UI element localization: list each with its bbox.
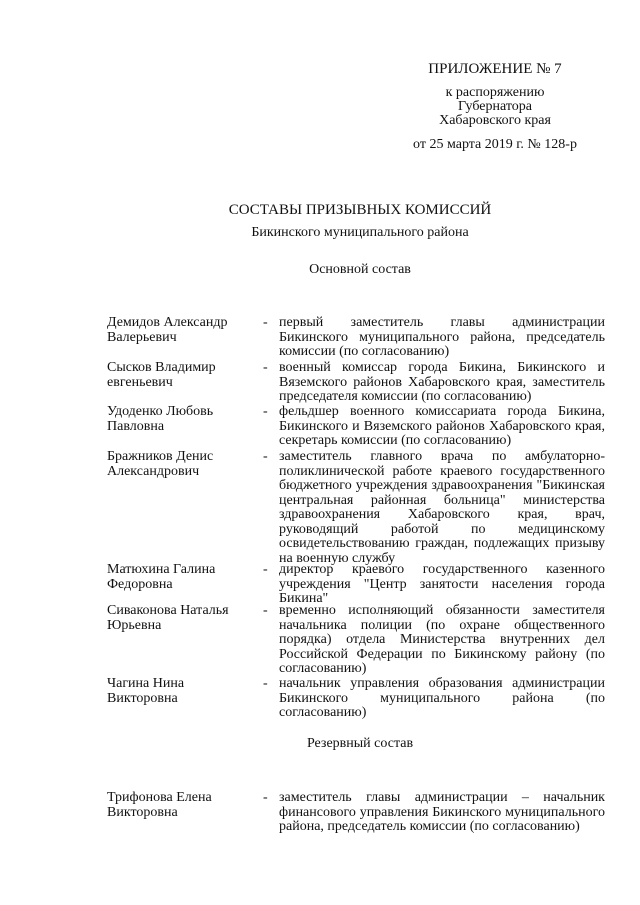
member-dash: -: [263, 603, 268, 618]
member-dash: -: [263, 449, 268, 464]
document-subtitle: Бикинского муниципального района: [251, 225, 469, 240]
member-dash: -: [263, 562, 268, 577]
member-dash: -: [263, 404, 268, 419]
member-role: начальник управления образования администрации Бикинского муниципального района (по согласованию): [279, 676, 605, 720]
appendix-date: от 25 марта 2019 г. № 128-р: [413, 137, 577, 152]
member-dash: -: [263, 676, 268, 691]
member-dash: -: [263, 790, 268, 805]
member-name: Чагина Нина Викторовна: [107, 676, 185, 706]
reserve-section-heading: Резервный состав: [306, 736, 414, 751]
member-name: Бражников Денис Александрович: [107, 449, 214, 479]
member-name: Сысков Владимир евгеньевич: [107, 360, 216, 390]
member-role: временно исполняющий обязанности заместителя начальника полиции (по охране общественного порядка) отдела Министерства внутренних дел Российской Федерации по Бикинскому району (по согласованию): [279, 603, 605, 676]
member-dash: -: [263, 360, 268, 375]
member-role: фельдшер военного комиссариата города Бикина, Бикинского и Вяземского районов Хабаровского края, секретарь комиссии (по согласованию): [279, 404, 605, 448]
member-role: первый заместитель главы администрации Бикинского муниципального района, председатель комиссии (по согласованию): [279, 315, 605, 359]
appendix-line: Губернатора: [457, 99, 533, 114]
member-name: Трифонова Елена Викторовна: [107, 790, 212, 820]
main-section-heading: Основной состав: [309, 262, 411, 277]
member-name: Удоденко Любовь Павловна: [107, 404, 214, 434]
document-title: СОСТАВЫ ПРИЗЫВНЫХ КОМИССИЙ: [228, 202, 492, 218]
member-role: заместитель главного врача по амбулаторно-поликлинической работе краевого государственного бюджетного учреждения здравоохранения "Бикинская центральная районная больница" министерства здравоохранения Хабаровского края, врач, руководящий работой по медицинскому освидетельствованию граждан, подлежащих призыву на военную службу: [279, 449, 605, 566]
member-role: заместитель главы администрации – начальник финансового управления Бикинского муниципального района, председатель комиссии (по согласованию): [279, 790, 605, 834]
appendix-line: Хабаровского края: [439, 113, 551, 128]
appendix-line: к распоряжению: [445, 85, 545, 100]
member-role: директор краевого государственного казенного учреждения "Центр занятости населения города Бикина": [279, 562, 605, 606]
member-role: военный комиссар города Бикина, Бикинского и Вяземского районов Хабаровского края, заместитель председателя комиссии (по согласованию): [279, 360, 605, 404]
member-dash: -: [263, 315, 268, 330]
member-name: Матюхина Галина Федоровна: [107, 562, 216, 592]
member-name: Сиваконова Наталья Юрьевна: [107, 603, 229, 633]
appendix-title: ПРИЛОЖЕНИЕ № 7: [428, 61, 562, 77]
appendix-block: [380, 62, 610, 152]
member-name: Демидов Александр Валерьевич: [107, 315, 228, 345]
